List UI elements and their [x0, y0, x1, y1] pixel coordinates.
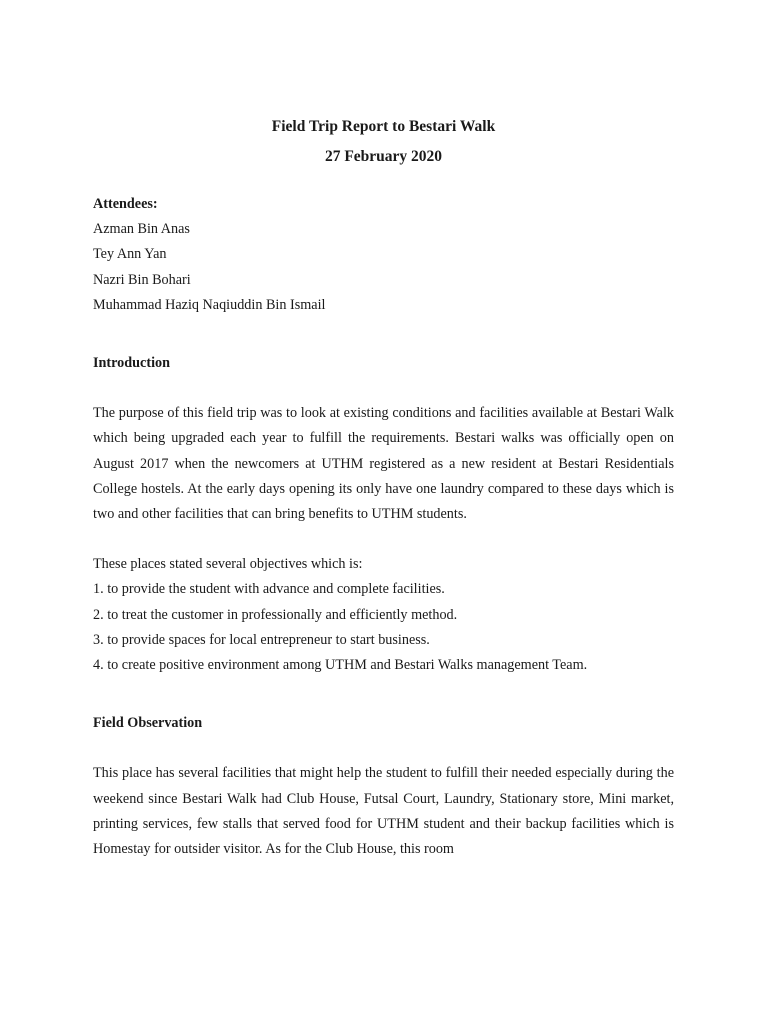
spacer — [93, 678, 674, 711]
document-body — [93, 112, 674, 862]
spacer — [93, 376, 674, 401]
spacer — [93, 172, 674, 192]
attendees-heading: Attendees: — [93, 196, 158, 212]
objective-3: 3. to provide spaces for local entrepreneur to start business. — [93, 631, 430, 648]
report-title: Field Trip Report to Bestari Walk — [271, 118, 496, 135]
objectives-intro: These places stated several objectives which is: — [93, 556, 363, 573]
spacer — [93, 736, 674, 761]
attendee-1: Azman Bin Anas — [93, 221, 190, 238]
introduction-heading: Introduction — [93, 355, 170, 372]
attendee-3: Nazri Bin Bohari — [93, 271, 191, 288]
objective-4: 4. to create positive environment among UTHM and Bestari Walks management Team. — [93, 657, 588, 674]
report-date: 27 February 2020 — [324, 148, 443, 165]
spacer — [93, 318, 674, 351]
objective-2: 2. to treat the customer in professionally and efficiently method. — [93, 606, 458, 623]
field-observation-heading: Field Observation — [93, 715, 203, 732]
spacer — [93, 527, 674, 552]
attendee-2: Tey Ann Yan — [93, 246, 167, 263]
objective-1: 1. to provide the student with advance and complete facilities. — [93, 581, 445, 598]
introduction-paragraph: The purpose of this field trip was to look at existing conditions and facilities available at Bestari Walk which being upgraded each year to fulfill the requirements. Bestari walks was officially open on August 2017 when the newcomers at UTHM registered as a new resident at Bestari Residentials College hostels. At the early days opening its only have one laundry compared to these days which is two and other facilities that can bring benefits to UTHM students. — [93, 405, 674, 523]
attendee-4: Muhammad Haziq Naqiuddin Bin Ismail — [93, 296, 326, 313]
field-observation-paragraph: This place has several facilities that might help the student to fulfill their needed especially during the weekend since Bestari Walk had Club House, Futsal Court, Laundry, Stationary store, Mini market, printing services, few stalls that served food for UTHM student and their backup facilities which is Homestay for outsider visitor. As for the Club House, this room — [93, 765, 674, 858]
